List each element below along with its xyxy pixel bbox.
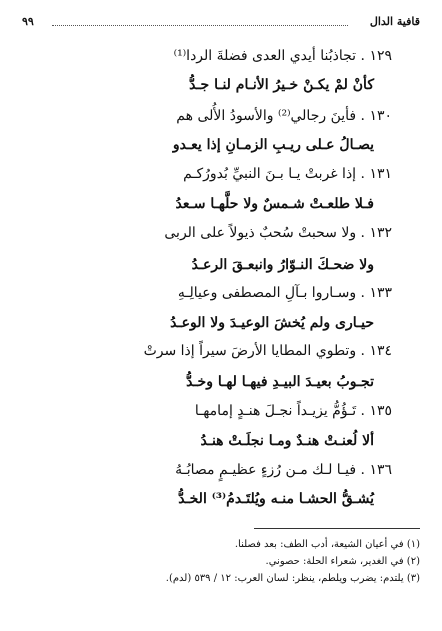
verse-136-first-hemistich: ١٣٦ . فيـا لـك مـن رُزءٍ عظيـمٍ مصابُـهُ	[175, 462, 392, 478]
verse-131-second-hemistich: فـلا طلعـتْ شـمسٌ ولا حلَّهـا سـعدُ	[175, 196, 374, 212]
verse-131-first-hemistich: ١٣١ . إذا غربتْ يـا بـنَ النبيِّ بُدورُكـم	[183, 166, 392, 182]
verse-134-first-hemistich: ١٣٤ . وتطوي المطايا الأرضَ سيراً إذا سرتْ	[143, 343, 392, 359]
verse-132-first-hemistich: ١٣٢ . ولا سحبتْ سُحبٌ ذيولاً على الربى	[164, 225, 392, 241]
verse-132-second-hemistich: ولا ضحـكَ النـوّارُ وانبعـقَ الرعـدُ	[191, 257, 374, 273]
verse-133-first-hemistich: ١٣٣ . وسـاروا بـآلِ المصطفى وعيالِـهِ	[177, 285, 392, 301]
verse-135-first-hemistich: ١٣٥ . تَـؤُمُّ يزيـداً نجـلَ هنـدٍ إمامهـا	[194, 403, 392, 419]
verse-130-first-hemistich: ١٣٠ . فأينَ رجالي⁽²⁾ والأسودُ الأُلى هم	[176, 108, 392, 124]
footnote-1: (١) في أعيان الشيعة، أدب الطف: بعد فصلنا.	[234, 539, 420, 550]
verse-136-second-hemistich: يُشـقُّ الحشـا منـه ويُلتَـدمُ⁽³⁾ الخـدُّ	[178, 491, 374, 507]
header-dotted-leader	[52, 25, 348, 26]
footnote-2: (٢) في الغدير، شعراء الحلة: حصوني.	[265, 556, 420, 567]
footnotes	[22, 536, 420, 587]
verse-134-second-hemistich: تجـوبُ بعيـدَ البيـدِ فيهـا لهـا وخـدُّ	[186, 374, 374, 390]
footnote-3: (٣) يلتدم: يضرب ويلطم، ينظر: لسان العرب: ١٢ / ٥٣٩ (لدم).	[165, 573, 420, 584]
chapter-title: قافية الدال	[369, 15, 420, 28]
footnote-separator	[254, 528, 420, 529]
verse-135-second-hemistich: ألا لُعنـتْ هنـدٌ ومـا نجلَـتْ هنـدُ	[200, 433, 374, 449]
verse-129-first-hemistich: ١٢٩ . تجاذبُنا أيدي العدى فضلةَ الردا⁽¹⁾	[173, 48, 392, 64]
verse-133-second-hemistich: حيـارى ولم يُخشَ الوعيـدَ ولا الوعـدُ	[170, 315, 374, 331]
running-header	[22, 14, 420, 30]
verse-129-second-hemistich: كأنْ لمْ يكـنْ خـيرُ الأنـام لنـا جـدُّ	[189, 77, 374, 93]
verse-130-second-hemistich: يصـالُ عـلى ريـبِ الزمـانِ إذا يعـدو	[172, 137, 374, 153]
page-number: ٩٩	[22, 15, 34, 28]
